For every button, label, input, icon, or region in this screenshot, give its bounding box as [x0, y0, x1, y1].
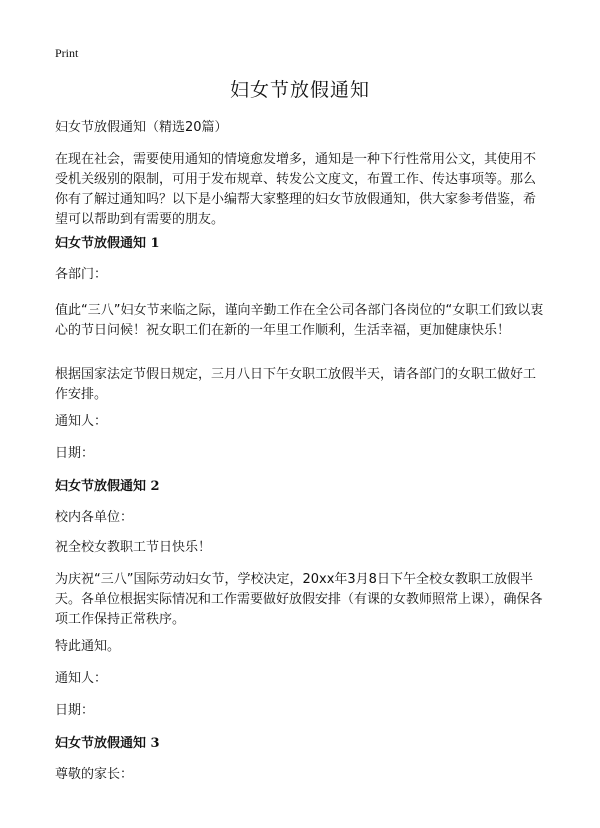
print-label: Print	[55, 46, 79, 60]
notice-1-paragraph-2: 根据国家法定节假日规定，三月八日下午女职工放假半天，请各部门的女职工做好工作安排。	[55, 367, 537, 402]
page-title: 妇女节放假通知	[229, 79, 370, 101]
notice-2-closing: 特此通知。	[55, 639, 121, 654]
notice-1-heading: 妇女节放假通知 1	[55, 236, 160, 251]
notice-2-paragraph-1: 为庆祝“三八”国际劳动妇女节，学校决定，20xx年3月8日下午全校女教职工放假半天。各单位根据实际情况和工作需要做好放假安排（有课的女教师照常上课），确保各项工作保持正常秩序。	[55, 572, 543, 627]
notice-3-heading: 妇女节放假通知 3	[55, 736, 160, 751]
notice-1-date: 日期：	[55, 446, 95, 461]
notice-2-heading: 妇女节放假通知 2	[55, 479, 160, 494]
notice-2-notifier: 通知人：	[55, 671, 108, 686]
notice-3-salutation: 尊敬的家长：	[55, 767, 134, 782]
intro-paragraph: 在现在社会，需要使用通知的情境愈发增多，通知是一种下行性常用公文，其使用不受机关级别的限制，可用于发布规章、转发公文度文，布置工作、传达事项等。那么你有了解过通知吗？以下是小编帮大家整理的妇女节放假通知，供大家参考借鉴，希望可以帮助到有需要的朋友。	[55, 152, 537, 227]
notice-2-greeting: 祝全校女教职工节日快乐！	[55, 540, 212, 555]
notice-1-paragraph-1: 值此“三八”妇女节来临之际，谨向辛勤工作在全公司各部门各岗位的“女职工们致以衷心的节日问候！祝女职工们在新的一年里工作顺利，生活幸福，更加健康快乐！	[55, 303, 544, 338]
intro-subtitle: 妇女节放假通知（精选20篇）	[55, 120, 228, 135]
notice-2-date: 日期：	[55, 703, 95, 718]
notice-1-salutation: 各部门：	[55, 267, 108, 282]
notice-1-notifier: 通知人：	[55, 414, 108, 429]
notice-2-salutation: 校内各单位：	[55, 510, 134, 525]
